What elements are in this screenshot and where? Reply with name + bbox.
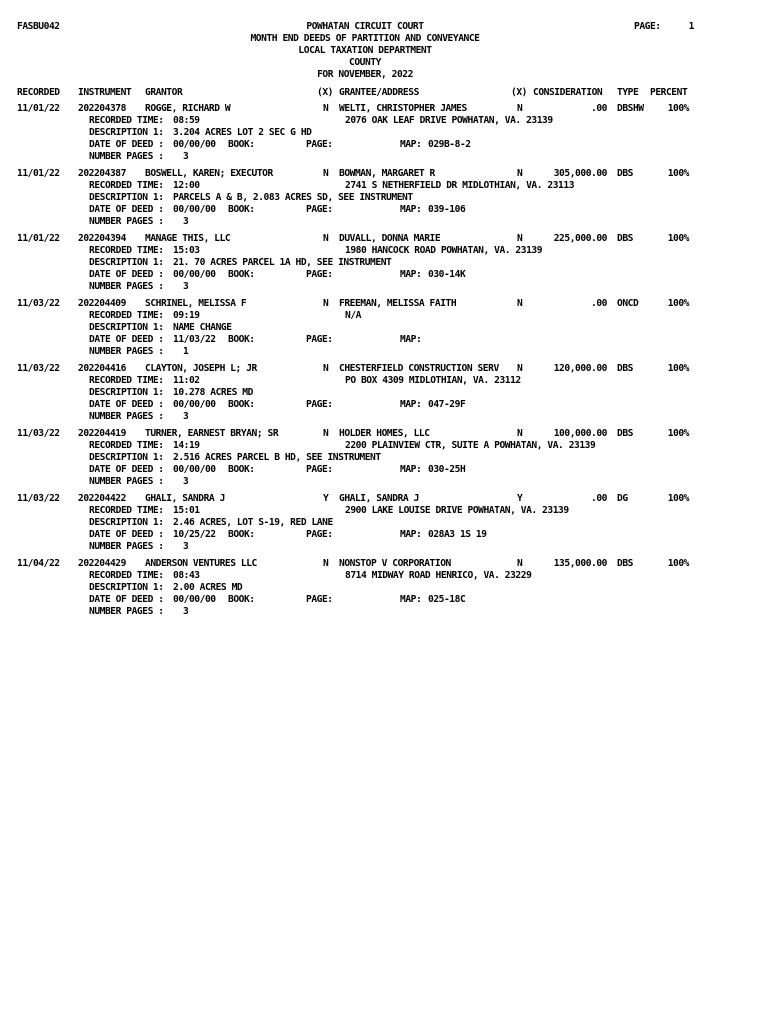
col-percent: PERCENT	[650, 87, 688, 98]
map-number: 028A3 1S 19	[428, 529, 487, 540]
number-pages: 3	[183, 411, 189, 422]
grantor-x-flag: N	[323, 298, 329, 309]
county: COUNTY	[349, 57, 381, 68]
recorded-date: 11/03/22	[17, 363, 60, 374]
percent-value: 100%	[667, 103, 689, 114]
deed-type: DBS	[617, 558, 633, 569]
map-number: 025-18C	[428, 594, 466, 605]
description-text: NAME CHANGE	[173, 322, 232, 333]
deed-type: DBSHW	[617, 103, 644, 114]
date-of-deed-label: DATE OF DEED :	[89, 399, 164, 410]
number-pages: 3	[183, 216, 189, 227]
description-text: 2.00 ACRES MD	[173, 582, 243, 593]
recorded-time-label: RECORDED TIME:	[89, 440, 164, 451]
grantee-name: FREEMAN, MELISSA FAITH	[339, 298, 457, 309]
date-of-deed: 11/03/22	[173, 334, 216, 345]
map-label: MAP:	[400, 399, 422, 410]
grantor-name: GHALI, SANDRA J	[145, 493, 225, 504]
instrument-number: 202204387	[78, 168, 126, 179]
grantor-name: BOSWELL, KAREN; EXECUTOR	[145, 168, 273, 179]
page-ref-label: PAGE:	[306, 334, 333, 345]
description-text: 2.516 ACRES PARCEL B HD, SEE INSTRUMENT	[173, 452, 381, 463]
grantee-address: 2200 PLAINVIEW CTR, SUITE A POWHATAN, VA. 23139	[345, 440, 596, 451]
date-of-deed: 00/00/00	[173, 139, 216, 150]
recorded-time-label: RECORDED TIME:	[89, 375, 164, 386]
number-pages-label: NUMBER PAGES :	[89, 411, 164, 422]
description-label: DESCRIPTION 1:	[89, 127, 164, 138]
recorded-time-label: RECORDED TIME:	[89, 505, 164, 516]
description-label: DESCRIPTION 1:	[89, 387, 164, 398]
recorded-time: 12:00	[173, 180, 200, 191]
grantee-name: HOLDER HOMES, LLC	[339, 428, 430, 439]
grantee-x-flag: N	[517, 558, 523, 569]
description-label: DESCRIPTION 1:	[89, 322, 164, 333]
grantee-x-flag: N	[517, 168, 523, 179]
consideration-amount: .00	[591, 103, 607, 114]
recorded-time-label: RECORDED TIME:	[89, 180, 164, 191]
number-pages: 3	[183, 151, 189, 162]
grantee-address: 2076 OAK LEAF DRIVE POWHATAN, VA. 23139	[345, 115, 553, 126]
grantee-address: PO BOX 4309 MIDLOTHIAN, VA. 23112	[345, 375, 521, 386]
map-number: 029B-8-2	[428, 139, 471, 150]
map-label: MAP:	[400, 464, 422, 475]
map-number: 047-29F	[428, 399, 466, 410]
deed-type: DBS	[617, 168, 633, 179]
page-ref-label: PAGE:	[306, 594, 333, 605]
number-pages-label: NUMBER PAGES :	[89, 216, 164, 227]
col-grantee: GRANTEE/ADDRESS	[339, 87, 419, 98]
number-pages-label: NUMBER PAGES :	[89, 346, 164, 357]
grantee-address: N/A	[345, 310, 361, 321]
description-label: DESCRIPTION 1:	[89, 517, 164, 528]
grantee-address: 2900 LAKE LOUISE DRIVE POWHATAN, VA. 23139	[345, 505, 569, 516]
consideration-amount: 225,000.00	[553, 233, 607, 244]
map-label: MAP:	[400, 529, 422, 540]
book-label: BOOK:	[228, 139, 255, 150]
col-consideration: CONSIDERATION	[533, 87, 603, 98]
grantee-x-flag: N	[517, 233, 523, 244]
grantee-address: 2741 S NETHERFIELD DR MIDLOTHIAN, VA. 23113	[345, 180, 575, 191]
recorded-time-label: RECORDED TIME:	[89, 245, 164, 256]
instrument-number: 202204409	[78, 298, 126, 309]
grantee-name: WELTI, CHRISTOPHER JAMES	[339, 103, 467, 114]
grantee-x-flag: N	[517, 103, 523, 114]
percent-value: 100%	[667, 493, 689, 504]
date-of-deed-label: DATE OF DEED :	[89, 464, 164, 475]
date-of-deed-label: DATE OF DEED :	[89, 204, 164, 215]
deed-type: DG	[617, 493, 628, 504]
page-number: 1	[688, 21, 694, 32]
description-text: PARCELS A & B, 2.083 ACRES SD, SEE INSTRUMENT	[173, 192, 413, 203]
grantor-name: ANDERSON VENTURES LLC	[145, 558, 257, 569]
grantor-name: ROGGE, RICHARD W	[145, 103, 231, 114]
col-type: TYPE	[617, 87, 639, 98]
number-pages-label: NUMBER PAGES :	[89, 606, 164, 617]
grantee-x-flag: N	[517, 298, 523, 309]
book-label: BOOK:	[228, 269, 255, 280]
recorded-time: 09:19	[173, 310, 200, 321]
recorded-time: 15:01	[173, 505, 200, 516]
recorded-time: 14:19	[173, 440, 200, 451]
date-of-deed-label: DATE OF DEED :	[89, 334, 164, 345]
book-label: BOOK:	[228, 594, 255, 605]
map-label: MAP:	[400, 594, 422, 605]
date-of-deed: 00/00/00	[173, 594, 216, 605]
instrument-number: 202204422	[78, 493, 126, 504]
book-label: BOOK:	[228, 464, 255, 475]
number-pages: 3	[183, 281, 189, 292]
date-of-deed: 00/00/00	[173, 204, 216, 215]
grantor-x-flag: N	[323, 103, 329, 114]
number-pages-label: NUMBER PAGES :	[89, 281, 164, 292]
instrument-number: 202204378	[78, 103, 126, 114]
grantor-x-flag: N	[323, 428, 329, 439]
recorded-date: 11/03/22	[17, 298, 60, 309]
recorded-date: 11/04/22	[17, 558, 60, 569]
number-pages: 3	[183, 541, 189, 552]
recorded-date: 11/01/22	[17, 233, 60, 244]
deed-type: ONCD	[617, 298, 639, 309]
map-label: MAP:	[400, 204, 422, 215]
consideration-amount: 305,000.00	[553, 168, 607, 179]
grantee-address: 1980 HANCOCK ROAD POWHATAN, VA. 23139	[345, 245, 543, 256]
date-of-deed: 00/00/00	[173, 464, 216, 475]
deed-type: DBS	[617, 233, 633, 244]
court-name: POWHATAN CIRCUIT COURT	[306, 21, 424, 32]
date-of-deed: 00/00/00	[173, 399, 216, 410]
recorded-time: 08:59	[173, 115, 200, 126]
recorded-date: 11/01/22	[17, 103, 60, 114]
page-ref-label: PAGE:	[306, 399, 333, 410]
grantee-x-flag: N	[517, 363, 523, 374]
page-ref-label: PAGE:	[306, 464, 333, 475]
grantor-x-flag: N	[323, 168, 329, 179]
grantor-x-flag: Y	[323, 493, 329, 504]
grantee-x-flag: N	[517, 428, 523, 439]
grantor-x-flag: N	[323, 233, 329, 244]
number-pages: 1	[183, 346, 189, 357]
report-period: FOR NOVEMBER, 2022	[317, 69, 413, 80]
grantee-name: CHESTERFIELD CONSTRUCTION SERV	[339, 363, 499, 374]
recorded-time-label: RECORDED TIME:	[89, 310, 164, 321]
instrument-number: 202204394	[78, 233, 126, 244]
page-ref-label: PAGE:	[306, 139, 333, 150]
col-grantor: GRANTOR	[145, 87, 183, 98]
date-of-deed-label: DATE OF DEED :	[89, 529, 164, 540]
description-label: DESCRIPTION 1:	[89, 257, 164, 268]
number-pages-label: NUMBER PAGES :	[89, 476, 164, 487]
consideration-amount: 120,000.00	[553, 363, 607, 374]
grantor-x-flag: N	[323, 558, 329, 569]
map-label: MAP:	[400, 139, 422, 150]
percent-value: 100%	[667, 428, 689, 439]
description-text: 21. 70 ACRES PARCEL 1A HD, SEE INSTRUMENT	[173, 257, 392, 268]
book-label: BOOK:	[228, 529, 255, 540]
consideration-amount: .00	[591, 493, 607, 504]
page-ref-label: PAGE:	[306, 529, 333, 540]
percent-value: 100%	[667, 363, 689, 374]
book-label: BOOK:	[228, 204, 255, 215]
recorded-time-label: RECORDED TIME:	[89, 115, 164, 126]
map-label: MAP:	[400, 269, 422, 280]
map-number: 039-106	[428, 204, 466, 215]
report-id: FASBU042	[17, 21, 60, 32]
description-text: 10.278 ACRES MD	[173, 387, 253, 398]
book-label: BOOK:	[228, 399, 255, 410]
recorded-time-label: RECORDED TIME:	[89, 570, 164, 581]
grantor-name: SCHRINEL, MELISSA F	[145, 298, 247, 309]
grantor-x-flag: N	[323, 363, 329, 374]
percent-value: 100%	[667, 558, 689, 569]
grantee-name: GHALI, SANDRA J	[339, 493, 419, 504]
description-label: DESCRIPTION 1:	[89, 452, 164, 463]
date-of-deed: 00/00/00	[173, 269, 216, 280]
map-label: MAP:	[400, 334, 422, 345]
recorded-date: 11/03/22	[17, 428, 60, 439]
date-of-deed-label: DATE OF DEED :	[89, 269, 164, 280]
percent-value: 100%	[667, 168, 689, 179]
date-of-deed-label: DATE OF DEED :	[89, 594, 164, 605]
description-label: DESCRIPTION 1:	[89, 192, 164, 203]
map-number: 030-25H	[428, 464, 466, 475]
consideration-amount: 100,000.00	[553, 428, 607, 439]
date-of-deed: 10/25/22	[173, 529, 216, 540]
grantor-name: MANAGE THIS, LLC	[145, 233, 231, 244]
percent-value: 100%	[667, 233, 689, 244]
deed-type: DBS	[617, 428, 633, 439]
department: LOCAL TAXATION DEPARTMENT	[298, 45, 432, 56]
col-x2: (X)	[511, 87, 527, 98]
grantee-name: NONSTOP V CORPORATION	[339, 558, 451, 569]
grantee-name: BOWMAN, MARGARET R	[339, 168, 435, 179]
page-ref-label: PAGE:	[306, 269, 333, 280]
description-text: 2.46 ACRES, LOT S-19, RED LANE	[173, 517, 333, 528]
instrument-number: 202204416	[78, 363, 126, 374]
page-label: PAGE:	[634, 21, 661, 32]
col-recorded: RECORDED	[17, 87, 60, 98]
description-text: 3.204 ACRES LOT 2 SEC G HD	[173, 127, 312, 138]
consideration-amount: 135,000.00	[553, 558, 607, 569]
description-label: DESCRIPTION 1:	[89, 582, 164, 593]
grantor-name: CLAYTON, JOSEPH L; JR	[145, 363, 257, 374]
recorded-time: 15:03	[173, 245, 200, 256]
page-ref-label: PAGE:	[306, 204, 333, 215]
grantor-name: TURNER, EARNEST BRYAN; SR	[145, 428, 279, 439]
instrument-number: 202204429	[78, 558, 126, 569]
number-pages-label: NUMBER PAGES :	[89, 541, 164, 552]
number-pages-label: NUMBER PAGES :	[89, 151, 164, 162]
recorded-date: 11/03/22	[17, 493, 60, 504]
col-x1: (X)	[317, 87, 333, 98]
map-number: 030-14K	[428, 269, 466, 280]
date-of-deed-label: DATE OF DEED :	[89, 139, 164, 150]
grantee-address: 8714 MIDWAY ROAD HENRICO, VA. 23229	[345, 570, 532, 581]
book-label: BOOK:	[228, 334, 255, 345]
grantee-name: DUVALL, DONNA MARIE	[339, 233, 441, 244]
col-instrument: INSTRUMENT	[78, 87, 132, 98]
recorded-time: 11:02	[173, 375, 200, 386]
consideration-amount: .00	[591, 298, 607, 309]
grantee-x-flag: Y	[517, 493, 523, 504]
percent-value: 100%	[667, 298, 689, 309]
number-pages: 3	[183, 476, 189, 487]
report-title: MONTH END DEEDS OF PARTITION AND CONVEYANCE	[250, 33, 480, 44]
deed-type: DBS	[617, 363, 633, 374]
recorded-date: 11/01/22	[17, 168, 60, 179]
number-pages: 3	[183, 606, 189, 617]
instrument-number: 202204419	[78, 428, 126, 439]
recorded-time: 08:43	[173, 570, 200, 581]
